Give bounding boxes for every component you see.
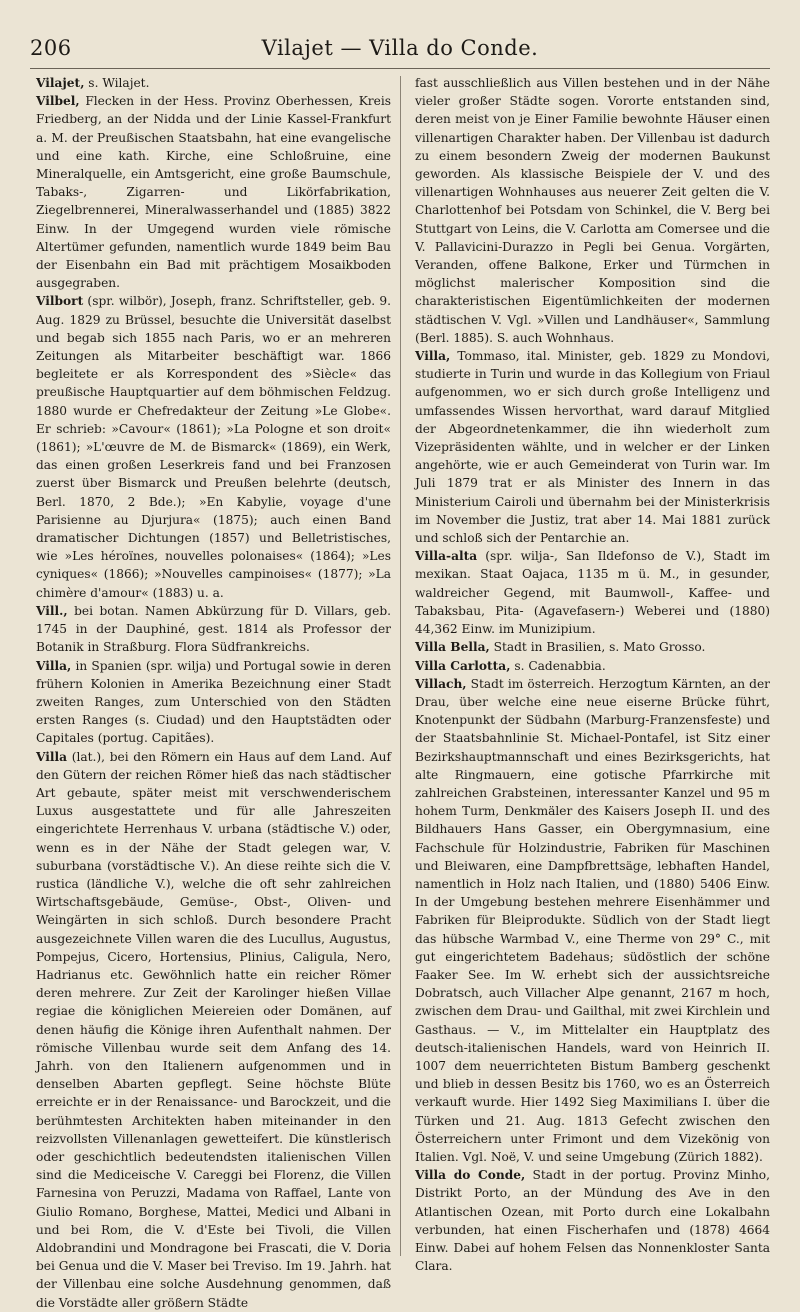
entry-headword: Villa, xyxy=(415,349,451,364)
entry-headword: Villa Bella, xyxy=(415,640,490,655)
entry-text: (spr. wilbör), Joseph, franz. Schriftsteller, geb. 9. Aug. 1829 zu Brüssel, besuchte die Universität daselbst und begab sich 1855 nach Paris, wo er an mehreren Zeitungen als Mitarbeiter beschäftigt war. 1866 begleitete er als Korrespondent des »Siècle« das preußische Hauptquartier auf dem böhmischen Feldzug. 1880 wurde er Chefredakteur der Zeitung »Le Globe«. Er schrieb: »Cavour« (1861); »La Pologne et son droit« (1861); »L'œuvre de M. de Bismarck« (1869), ein Werk, das einen großen Leserkreis fand und bei Franzosen zuerst über Bismarck und Preußen belehrte (deutsch, Berl. 1870, 2 Bde.); »En Kabylie, voyage d'une Parisienne au Djurjura« (1875); auch einen Band dramatischer Dichtungen (1857) und Belletristisches, wie »Les héroïnes, nouvelles polonaises« (1864); »Les cyniques« (1866); »Nouvelles campinoises« (1877); »La chimère d'amour« (1883) u. a. xyxy=(36,294,391,600)
entry-text: s. Cadenabbia. xyxy=(510,658,606,673)
entry-villa-spain xyxy=(36,657,391,748)
entry-headword: Vilbort xyxy=(36,294,84,309)
right-column xyxy=(415,74,770,1274)
entry-headword: Villa-alta xyxy=(415,549,478,564)
entry-text: Stadt im österreich. Herzogtum Kärnten, an der Drau, über welche eine neue eiserne Brücke führt, Knotenpunkt der Südbahn (Marburg-Franzensfeste) und der Staatsbahnlinie St. Michael-Pontafel, ist Sitz einer Bezirkshauptmannschaft und eines Bezirksgerichts, hat alte Ringmauern, eine gotische Pfarrkirche mit zahlreichen Grabsteinen, interessanter Kanzel und 95 m hohem Turm, Denkmäler des Kaisers Joseph II. und des Bildhauers Hans Gasser, ein Obergymnasium, eine Fachschule für Holzindustrie, Fabriken für Maschinen und Bleiwaren, eine Dampfbrettsäge, lebhaften Handel, namentlich in Holz nach Italien, und (1880) 5406 Einw. In der Umgebung bestehen mehrere Eisenhämmer und Fabriken für Bleiprodukte. Südlich von der Stadt liegt das hübsche Warmbad V., eine Therme von 29° C., mit gut eingerichtetem Badehaus; südöstlich der schöne Faaker See. Im W. erhebt sich der aussichtsreiche Dobratsch, auch Villacher Alpe genannt, 2167 m hoch, zwischen dem Drau- und Gailthal, mit zwei Kirchlein und Gasthaus. — V., im Mittelalter ein Hauptplatz des deutsch-italienischen Handels, ward von Heinrich II. 1007 dem neuerrichteten Bistum Bamberg geschenkt und blieb in dessen Besitz bis 1760, wo es an Österreich verkauft wurde. Hier 1492 Sieg Maximilians I. über die Türken und 21. Aug. 1813 Gefecht zwischen den Österreichern unter Frimont und dem Vizekönig von Italien. Vgl. Noë, V. und seine Umgebung (Zürich 1882). xyxy=(415,676,770,1164)
entry-villa-lat-continued xyxy=(415,74,770,347)
entry-vilajet xyxy=(36,74,391,92)
page-header xyxy=(30,36,770,70)
entry-headword: Vill., xyxy=(36,603,68,618)
entry-text: Tommaso, ital. Minister, geb. 1829 zu Mondovi, studierte in Turin und wurde in das Kollegium von Friaul aufgenommen, wo er sich durch große Intelligenz und umfassendes Wissen hervorthat, ward darauf Mitglied der Abgeordnetenkammer, die ihn wiederholt zum Vizepräsidenten wählte, und in welcher er der Linken angehörte, wie er auch Gemeinderat von Turin war. Im Juli 1879 trat er als Minister des Innern in das Ministerium Cairoli und übernahm bei der Ministerkrisis im November die Justiz, trat aber 14. Mai 1881 zurück und schloß sich der Pentarchie an. xyxy=(415,349,770,546)
entry-text: in Spanien (spr. wilja) und Portugal sowie in deren frühern Kolonien in Amerika Bezeichnung einer Stadt zweiten Ranges, zum Unterschied von den Städten ersten Ranges (s. Ciudad) und den Hauptstädten oder Capitales (portug. Capitães). xyxy=(36,658,391,746)
entry-headword: Villa xyxy=(36,749,68,764)
entry-vilbel xyxy=(36,92,391,292)
entry-villa-do-conde xyxy=(415,1166,770,1275)
left-column xyxy=(36,74,391,1310)
entry-text: Flecken in der Hess. Provinz Oberhessen, Kreis Friedberg, an der Nidda und der Linie Kassel-Frankfurt a. M. der Preußischen Staatsbahn, hat eine evangelische und eine kath. Kirche, eine Schloßruine, eine Mineralquelle, ein Amtsgericht, eine große Baumschule, Tabaks-, Zigarren- und Likörfabrikation, Ziegelbrennerei, Mineralwasserhandel und (1885) 3822 Einw. In der Umgegend wurden viele römische Altertümer gefunden, namentlich wurde 1849 beim Bau der Eisenbahn ein Bad mit prächtigem Mosaikboden ausgegraben. xyxy=(36,94,391,291)
entry-villa-lat xyxy=(36,748,391,1312)
entry-villach xyxy=(415,675,770,1166)
entry-text: Stadt in Brasilien, s. Mato Grosso. xyxy=(489,640,706,655)
entry-villa-carlotta xyxy=(415,657,770,675)
entry-headword: Villa Carlotta, xyxy=(415,658,511,673)
header-rule xyxy=(30,68,770,69)
entry-text: bei botan. Namen Abkürzung für D. Villars, geb. 1745 in der Dauphiné, gest. 1814 als Professor der Botanik in Straßburg. Flora Südfrankreichs. xyxy=(36,603,391,655)
entry-text: (lat.), bei den Römern ein Haus auf dem Land. Auf den Gütern der reichen Römer hieß das nach städtischer Art gebaute, später meist mit verschwenderischem Luxus ausgestattete und für alle Jahreszeiten eingerichtete Herrenhaus V. urbana (städtische V.) oder, wenn es in der Nähe der Stadt gelegen war, V. suburbana (vorstädtische V.). An diese reihte sich die V. rustica (ländliche V.), welche die oft sehr zahlreichen Wirtschaftsgebäude, Gemüse-, Obst-, Oliven- und Weingärten in sich schloß. Durch besondere Pracht ausgezeichnete Villen waren die des Lucullus, Augustus, Pompejus, Cicero, Hortensius, Plinius, Caligula, Nero, Hadrianus etc. Gewöhnlich hatte ein reicher Römer deren mehrere. Zur Zeit der Karolinger hießen Villae regiae die königlichen Meiereien oder Domänen, auf denen häufig die Könige ihren Aufenthalt nahmen. Der römische Villenbau wurde seit dem Anfang des 14. Jahrh. von den Italienern aufgenommen und in denselben Abarten gepflegt. Seine höchste Blüte erreichte er in der Renaissance- und Barockzeit, und die berühmtesten Architekten haben miteinander in den reizvollsten Villenanlagen gewetteifert. Die künstlerisch oder geschichtlich bedeutendsten italienischen Villen sind die Mediceische V. Careggi bei Florenz, die Villen Farnesina von Peruzzi, Madama von Raffael, Lante von Giulio Romano, Borghese, Mattei, Medici und Albani in und bei Rom, die V. d'Este bei Tivoli, die Villen Aldobrandini und Mondragone bei Frascati, die V. Doria bei Genua und die V. Maser bei Treviso. Im 19. Jahrh. hat der Villenbau eine solche Ausdehnung genommen, daß die Vorstädte aller größern Städte xyxy=(36,749,391,1310)
entry-vill-abbrev xyxy=(36,602,391,657)
entry-headword: Vilbel, xyxy=(36,94,80,109)
entry-villa-bella xyxy=(415,638,770,656)
running-head: Vilajet — Villa do Conde. xyxy=(261,36,539,60)
entry-villa-tommaso xyxy=(415,347,770,547)
entry-text: fast ausschließlich aus Villen bestehen und in der Nähe vieler großer Städte sogen. Vororte entstanden sind, deren meist von je Einer Familie bewohnte Häuser einen villenartigen Charakter haben. Der Villenbau ist dadurch zu einem besondern Zweig der modernen Baukunst geworden. Als klassische Beispiele der V. und des villenartigen Wohnhauses aus neuerer Zeit gelten die V. Charlottenhof bei Potsdam von Schinkel, die V. Berg bei Stuttgart von Leins, die V. Carlotta am Comersee und die V. Pallavicini-Durazzo in Pegli bei Genua. Vorgärten, Veranden, offene Balkone, Erker und Türmchen in möglichst malerischer Komposition sind die charakteristischen Eigentümlichkeiten der modernen städtischen V. Vgl. »Villen und Landhäuser«, Sammlung (Berl. 1885). S. auch Wohnhaus. xyxy=(415,76,770,345)
page-number: 206 xyxy=(30,36,72,60)
entry-text: s. Wilajet. xyxy=(84,76,150,90)
column-divider xyxy=(400,76,401,1256)
entry-headword: Villach, xyxy=(415,676,467,691)
entry-headword: Villa, xyxy=(36,658,72,673)
entry-text: Stadt in der portug. Provinz Minho, Distrikt Porto, an der Mündung des Ave in den Atlantischen Ozean, mit Porto durch eine Lokalbahn verbunden, hat einen Fischerhafen und (1878) 4664 Einw. Dabei auf hohem Felsen das Nonnenkloster Santa Clara. xyxy=(415,1168,770,1274)
entry-headword: Villa do Conde, xyxy=(415,1168,526,1183)
entry-villa-alta xyxy=(415,547,770,638)
entry-headword: Vilajet, xyxy=(36,76,85,90)
entry-text: (spr. wilja-, San Ildefonso de V.), Stadt im mexikan. Staat Oajaca, 1135 m ü. M., in gesunder, waldreicher Gegend, mit Baumwoll-, Kaffee- und Tabaksbau, Pita- (Agavefasern-) Weberei und (1880) 44,362 Einw. im Munizipium. xyxy=(415,549,770,637)
entry-vilbort xyxy=(36,292,391,601)
